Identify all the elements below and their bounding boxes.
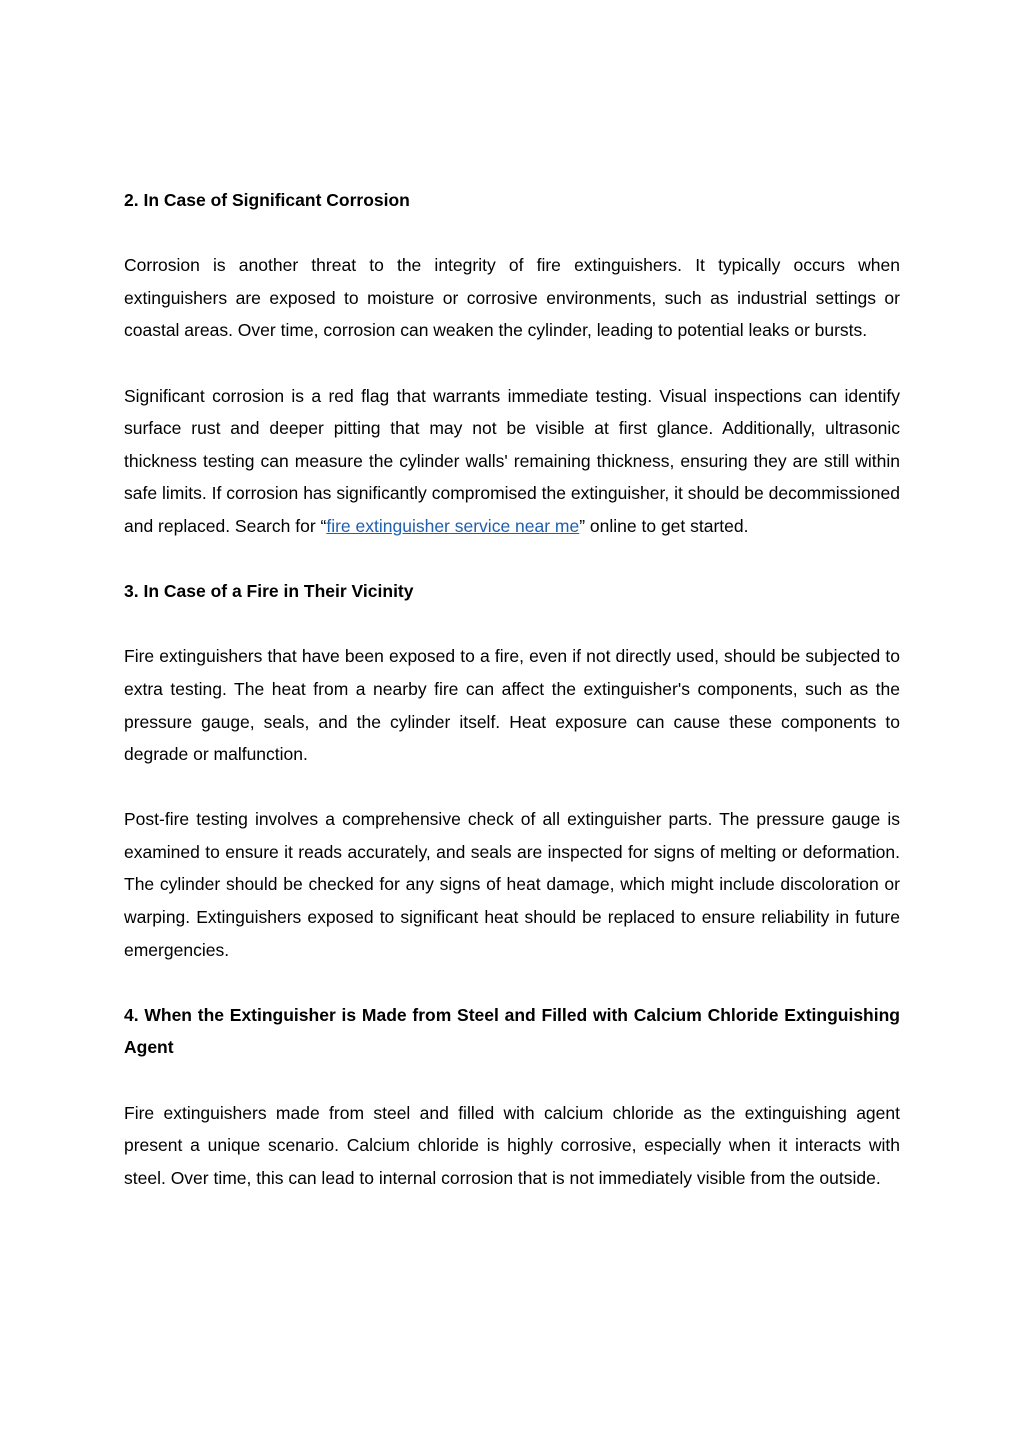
paragraph-text: Significant corrosion is a red flag that warrants immediate testing. Visual inspections can identify surface rust and deeper pitting that may not be visible at first glance. Additionally, ultrasonic thickness testing can measure the cylinder walls' remaining thickness, ensuring they are still within safe limits. If corrosion has significantly compromised the extinguisher, it should be decommissioned and replaced. Search for “ — [124, 385, 900, 536]
paragraph-calcium-chloride: Fire extinguishers made from steel and filled with calcium chloride as the extinguishing agent present a unique scenario. Calcium chloride is highly corrosive, especially when it interacts with steel. Over time, this can lead to internal corrosion that is not immediately visible from the outside. — [124, 1102, 900, 1188]
section-heading-corrosion: 2. In Case of Significant Corrosion — [124, 190, 410, 210]
paragraph-post-fire-testing: Post-fire testing involves a comprehensive check of all extinguisher parts. The pressure gauge is examined to ensure it reads accurately, and seals are inspected for signs of melting or deformation. The cylinder should be checked for any signs of heat damage, which might include discoloration or warping. Extinguishers exposed to significant heat should be replaced to ensure reliability in future emergencies. — [124, 809, 900, 960]
paragraph-text: ” online to get started. — [579, 515, 749, 536]
section-heading-fire-vicinity: 3. In Case of a Fire in Their Vicinity — [124, 581, 414, 602]
section-heading-calcium-chloride: 4. When the Extinguisher is Made from Steel and Filled with Calcium Chloride Extinguishing Agent — [124, 1004, 900, 1058]
paragraph-corrosion-intro: Corrosion is another threat to the integrity of fire extinguishers. It typically occurs when extinguishers are exposed to moisture or corrosive environments, such as industrial settings or coastal areas. Over time, corrosion can weaken the cylinder, leading to potential leaks or bursts. — [124, 255, 900, 341]
paragraph-corrosion-testing — [124, 380, 900, 543]
document-page — [124, 184, 900, 1227]
fire-extinguisher-service-link[interactable]: fire extinguisher service near me — [326, 515, 580, 536]
paragraph-fire-vicinity-intro: Fire extinguishers that have been exposed to a fire, even if not directly used, should be subjected to extra testing. The heat from a nearby fire can affect the extinguisher's components, such as the pressure gauge, seals, and the cylinder itself. Heat exposure can cause these components to degrade or malfunction. — [124, 646, 900, 765]
